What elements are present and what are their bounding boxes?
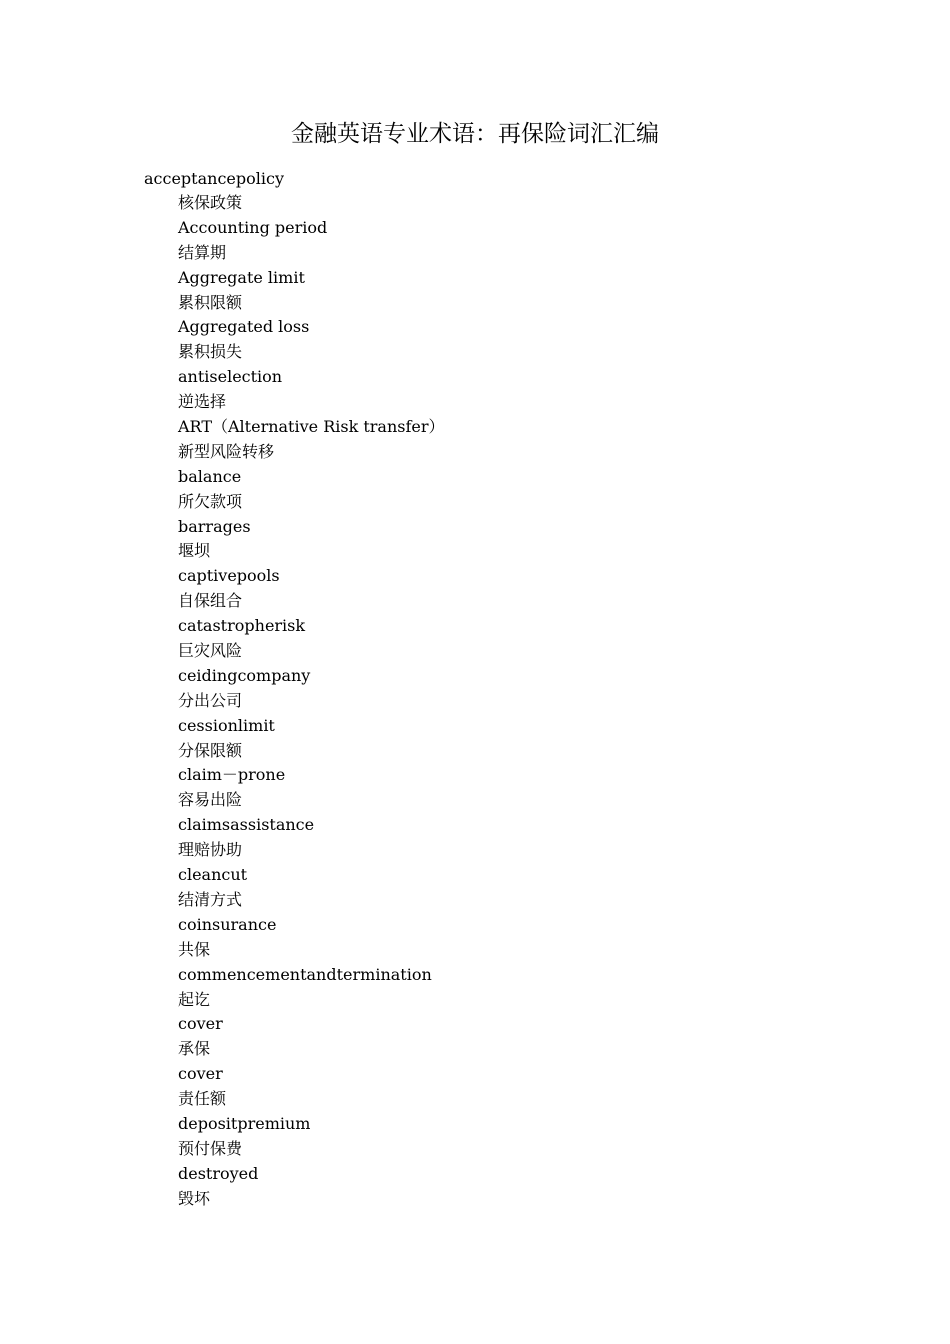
glossary-line — [178, 365, 445, 390]
glossary-line-text: 新型风险转移 — [178, 441, 275, 461]
glossary-line-text: 核保政策 — [178, 193, 243, 212]
glossary-line — [178, 415, 445, 440]
glossary-line — [178, 1087, 445, 1112]
glossary-line — [178, 639, 445, 664]
glossary-line — [178, 291, 445, 316]
glossary-line — [178, 1137, 445, 1162]
glossary-line — [178, 1037, 445, 1062]
glossary-line — [178, 614, 445, 639]
glossary-line-text: cessionlimit — [178, 715, 275, 735]
glossary-line — [178, 888, 445, 913]
glossary-line-text: 毁坏 — [178, 1188, 211, 1208]
glossary-line-text: 承保 — [178, 1039, 211, 1059]
glossary-line-text: Aggregate limit — [178, 267, 305, 287]
glossary-line-text: cover — [178, 1014, 223, 1034]
glossary-list — [178, 191, 445, 1212]
glossary-line-text: catastropherisk — [178, 616, 306, 636]
glossary-line-text: 累积损失 — [178, 342, 243, 362]
glossary-line-text: destroyed — [178, 1163, 259, 1183]
glossary-line-text: 起讫 — [178, 989, 211, 1009]
glossary-line-text: 分出公司 — [178, 690, 243, 710]
glossary-line-text: 责任额 — [178, 1089, 227, 1109]
glossary-line-text: 共保 — [178, 939, 211, 959]
glossary-line — [178, 465, 445, 490]
glossary-line-text: captivepools — [178, 566, 280, 586]
glossary-line — [178, 589, 445, 614]
glossary-line — [178, 938, 445, 963]
first-glossary-term: acceptancepolicy — [144, 169, 284, 188]
glossary-line — [178, 564, 445, 589]
glossary-line-text: claimsassistance — [178, 815, 315, 835]
glossary-line — [178, 1062, 445, 1087]
glossary-line-text: Aggregated loss — [178, 317, 310, 337]
glossary-line — [178, 539, 445, 564]
glossary-line-text: 容易出险 — [178, 790, 243, 810]
glossary-line — [178, 689, 445, 714]
glossary-line — [178, 664, 445, 689]
glossary-line — [178, 714, 445, 739]
glossary-line-text: 理赔协助 — [178, 840, 243, 860]
glossary-line — [178, 963, 445, 988]
glossary-line-text: claim－prone — [178, 765, 286, 785]
glossary-line-text: 结算期 — [178, 242, 227, 262]
glossary-line-text: 预付保费 — [178, 1138, 243, 1158]
glossary-line — [178, 515, 445, 540]
glossary-line — [178, 191, 445, 216]
glossary-line — [178, 1187, 445, 1212]
glossary-line-text: 结清方式 — [178, 889, 243, 909]
glossary-line-text: commencementandtermination — [178, 964, 432, 984]
glossary-line-text: 逆选择 — [178, 392, 227, 412]
glossary-line — [178, 340, 445, 365]
glossary-line — [178, 988, 445, 1013]
glossary-line — [178, 390, 445, 415]
glossary-line-text: balance — [178, 466, 242, 486]
glossary-line-text: ceidingcompany — [178, 665, 311, 685]
glossary-line — [178, 440, 445, 465]
glossary-line — [178, 788, 445, 813]
glossary-line — [178, 1112, 445, 1137]
glossary-line — [178, 838, 445, 863]
document-title: 金融英语专业术语：再保险词汇汇编 — [291, 121, 659, 147]
glossary-line-text: 巨灾风险 — [178, 641, 243, 661]
glossary-line — [178, 315, 445, 340]
glossary-line-text: 自保组合 — [178, 591, 243, 611]
glossary-line — [178, 490, 445, 515]
glossary-line-text: cover — [178, 1064, 223, 1084]
glossary-line — [178, 266, 445, 291]
glossary-line — [178, 913, 445, 938]
glossary-line-text: barrages — [178, 516, 251, 536]
glossary-line-text: 分保限额 — [178, 740, 243, 760]
glossary-line-text: 所欠款项 — [178, 491, 243, 511]
glossary-line — [178, 1012, 445, 1037]
glossary-line — [178, 739, 445, 764]
glossary-line-text: depositpremium — [178, 1113, 311, 1133]
glossary-line — [178, 216, 445, 241]
glossary-line — [178, 763, 445, 788]
glossary-line-text: Accounting period — [178, 217, 328, 237]
glossary-line — [178, 813, 445, 838]
glossary-line-text: cleancut — [178, 865, 248, 885]
glossary-line-text: coinsurance — [178, 914, 277, 934]
glossary-line — [178, 1162, 445, 1187]
glossary-line — [178, 241, 445, 266]
glossary-line — [178, 863, 445, 888]
glossary-line-text: 累积限额 — [178, 292, 243, 312]
glossary-line-text: antiselection — [178, 367, 283, 387]
glossary-line-text: ART（Alternative Risk transfer） — [178, 417, 445, 437]
glossary-line-text: 堰坝 — [178, 541, 211, 561]
